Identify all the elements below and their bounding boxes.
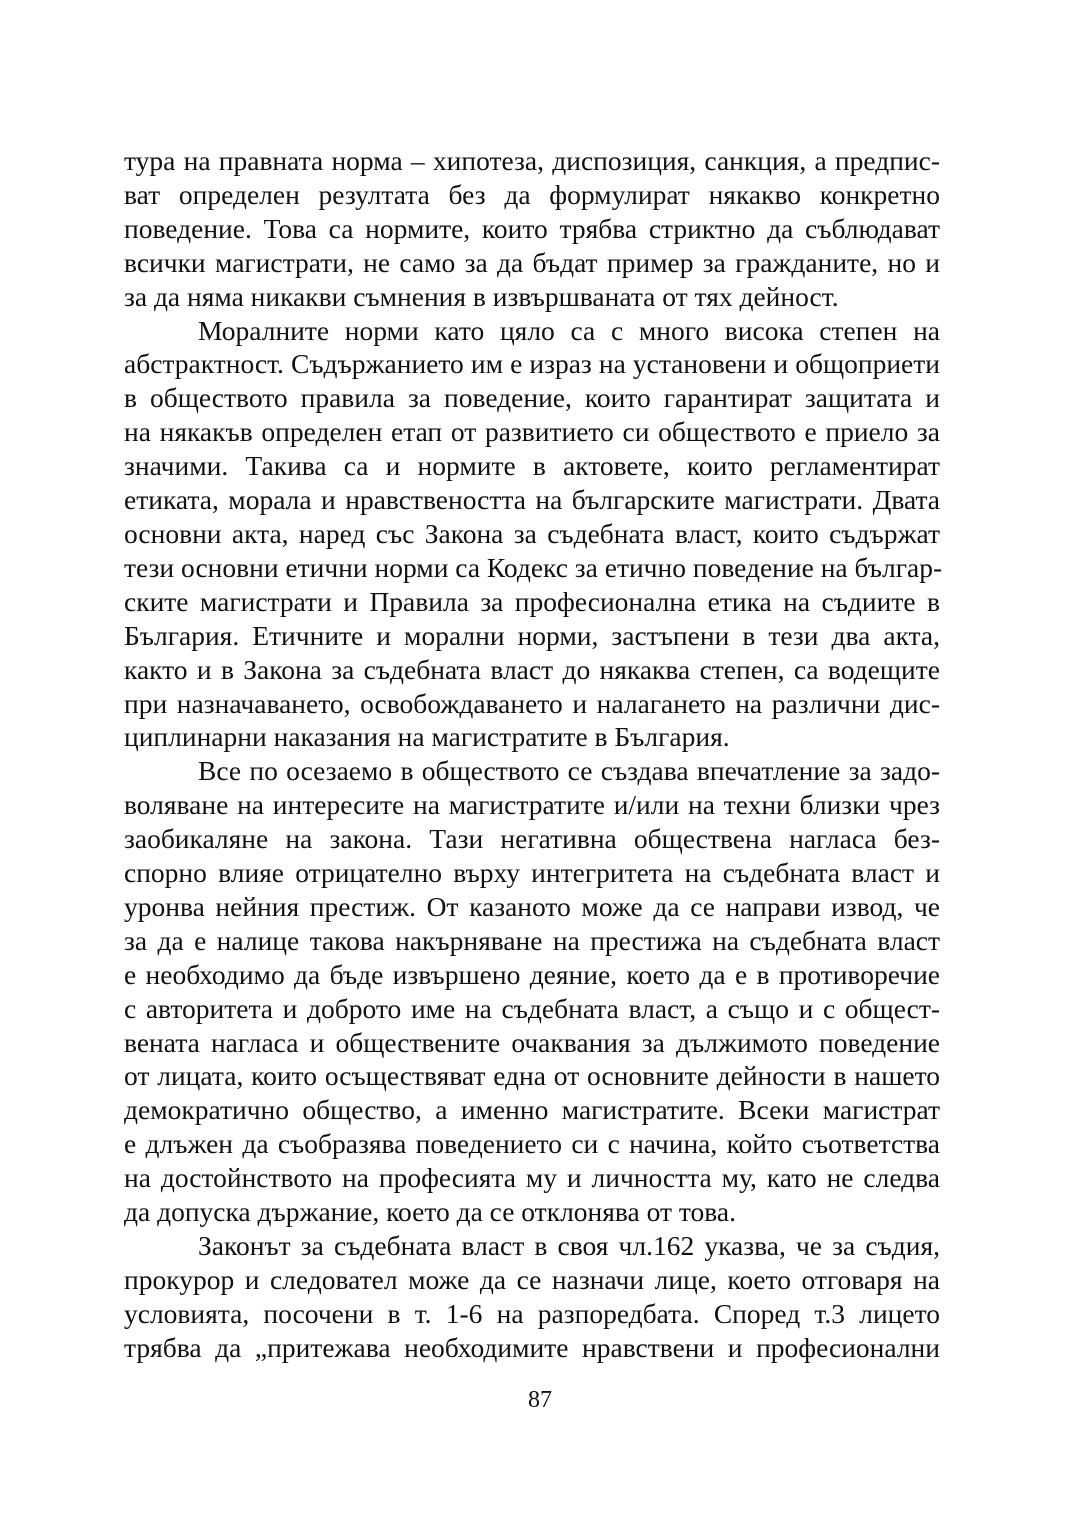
text-line: тура на правната норма – хипотеза, диспозиция, санкция, а предпис- [124,145,940,176]
text-line: да допуска държание, което да се отклонява от това. [124,1196,736,1228]
text-line: етиката, морала и нравствеността на българските магистрати. Двата [124,484,940,516]
text-line: за да няма никакви съмнения в извършваната от тях дейност. [124,280,839,312]
text-line: основни акта, наред със Закона за съдебната власт, които съдържат [124,517,940,549]
text-line: на достойнството на професията му и личността му, като не следва [124,1162,940,1194]
text-line: заобикаляне на закона. Тази негативна обществена нагласа без- [124,823,940,855]
text-line: уронва нейния престиж. От казаното може да се направи извод, че [124,890,940,922]
text-line: воляване на интересите на магистратите и/или на техни близки чрез [124,789,940,821]
text-line: всички магистрати, не само за да бъдат пример за гражданите, но и [124,246,940,278]
text-line: за да е налице такова накърняване на престижа на съдебната власт [124,924,940,956]
text-line: от лицата, които осъществяват една от основните дейности в нашето [124,1060,940,1092]
text-line: Моралните норми като цяло са с много висока степен на [198,314,940,346]
text-line: при назначаването, освобождаването и налагането на различни дис- [124,687,940,719]
text-line: Законът за съдебната власт в своя чл.162 указва, че за съдия, [198,1230,940,1261]
text-line: условията, посочени в т. 1-6 на разпоредбата. Според т.3 лицето [124,1297,940,1329]
paragraph [124,314,943,755]
text-line: е длъжен да съобразява поведението си с начина, който съответства [124,1128,940,1160]
paragraph [124,144,940,314]
text-line: трябва да „притежава необходимите нравствени и професионални [124,1331,940,1363]
text-line: в обществото правила за поведение, които гарантират защитата и [124,382,940,414]
text-line: вената нагласа и обществените очаквания за дължимото поведение [124,1026,940,1058]
text-line: на някакъв определен етап от развитието си обществото е приело за [124,416,940,448]
text-line: прокурор и следовател може да се назначи лице, което отговаря на [124,1263,940,1295]
text-line: ват определен резултата без да формулират някакво конкретно [124,178,940,210]
text-line: Все по осезаемо в обществото се създава впечатление за задо- [198,755,940,787]
text-line: циплинарни наказания на магистратите в България. [124,721,730,753]
paragraph [124,754,940,1229]
text-line: значими. Такива са и нормите в актовете, които регламентират [124,450,940,482]
text-line: България. Етичните и морални норми, застъпени в тези два акта, [124,619,940,651]
text-line: тези основни етични норми са Кодекс за етично поведение на българ- [124,551,943,583]
body-text [124,144,943,1365]
text-line: абстрактност. Съдържанието им е израз на установени и общоприети [124,348,940,380]
text-line: демократично общество, а именно магистратите. Всеки магистрат [124,1094,940,1126]
page-number: 87 [528,1387,552,1413]
text-line: спорно влияе отрицателно върху интегритета на съдебната власт и [124,857,940,889]
text-line: поведение. Това са нормите, които трябва стриктно да съблюдават [124,212,940,244]
paragraph [124,1229,940,1365]
text-line: е необходимо да бъде извършено деяние, което да е в противоречие [124,958,940,990]
text-line: както и в Закона за съдебната власт до някаква степен, са водещите [124,653,940,685]
text-line: с авторитета и доброто име на съдебната власт, а също и с общест- [124,992,940,1024]
text-line: ските магистрати и Правила за професионална етика на съдиите в [124,585,940,617]
